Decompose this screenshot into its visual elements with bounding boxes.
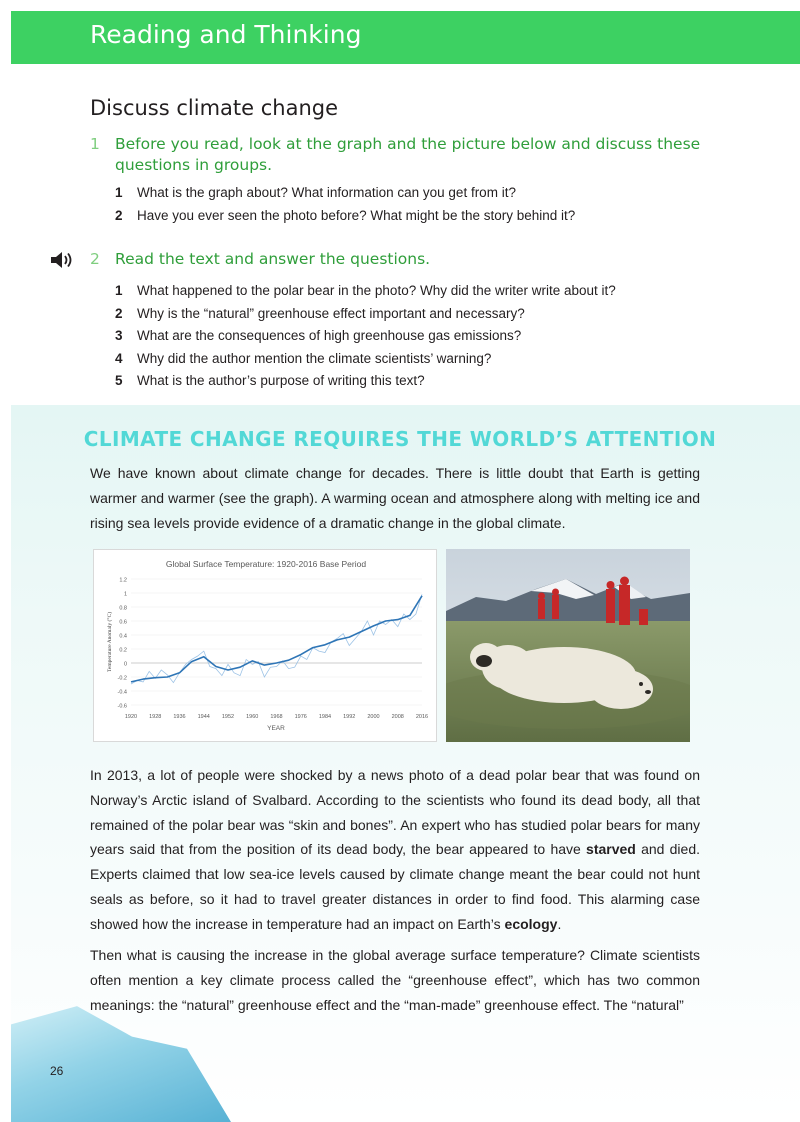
- x-tick-label: 1944: [197, 714, 210, 720]
- task-2-number: 2: [90, 250, 100, 268]
- question-text: Why did the author mention the climate scientists’ warning?: [137, 350, 492, 366]
- annual-series-line: [131, 594, 422, 684]
- task-2-instruction: Read the text and answer the questions.: [115, 250, 431, 268]
- x-tick-label: 1920: [124, 714, 138, 720]
- y-tick-label: -0.2: [117, 675, 127, 682]
- paragraph-2-part-a: In 2013, a lot of people were shocked by a news photo of a dead polar bear that was found on Norway’s Arctic island of Svalbard. According to the scientists who found its dead body, all that remained of the polar bear was “skin and bones”. An expert who has studied polar bears for many years said that from the position of its dead body, the bear appeared to have: [90, 767, 700, 858]
- x-tick-label: 2000: [367, 714, 380, 720]
- y-tick-label: 1: [123, 591, 127, 598]
- keyword-ecology: ecology: [504, 915, 558, 932]
- y-tick-label: 0.2: [119, 647, 127, 654]
- x-tick-label: 1984: [318, 714, 332, 720]
- section-title: Discuss climate change: [90, 96, 339, 120]
- polar-bear-photo: [446, 549, 690, 742]
- paragraph-2-part-c: .: [557, 915, 562, 932]
- question-text: What is the graph about? What information can you get from it?: [137, 185, 516, 200]
- x-tick-label: 1936: [173, 714, 186, 720]
- question-text: What happened to the polar bear in the photo? Why did the writer write about it?: [137, 283, 616, 298]
- question-number: 5: [115, 373, 123, 388]
- y-tick-label: -0.4: [117, 689, 127, 696]
- question-number: 2: [115, 207, 123, 223]
- y-tick-label: 0.8: [119, 605, 127, 612]
- chart-title: Global Surface Temperature: 1920-2016 Base Period: [165, 559, 367, 569]
- x-tick-label: 1952: [221, 714, 235, 720]
- y-tick-label: 1.2: [119, 577, 127, 584]
- question-number: 1: [115, 283, 123, 298]
- x-tick-label: 1928: [149, 714, 162, 720]
- question-number: 1: [115, 185, 123, 200]
- temperature-chart: [93, 549, 437, 742]
- keyword-starved: starved: [586, 841, 636, 858]
- y-tick-label: 0.4: [119, 633, 127, 640]
- y-tick-label: -0.6: [117, 703, 127, 710]
- header-bar: [11, 11, 800, 64]
- question-number: 4: [115, 350, 123, 366]
- task-1-instruction: Before you read, look at the graph and the picture below and discuss these questions in groups.: [115, 135, 701, 174]
- y-axis-label: Temperature Anomaly (°C): [107, 611, 113, 673]
- article-paragraph-2: [90, 763, 700, 937]
- x-tick-label: 1976: [294, 714, 307, 720]
- x-tick-label: 2008: [391, 714, 404, 720]
- question-number: 3: [115, 328, 123, 343]
- article-paragraph-1: We have known about climate change for decades. There is little doubt that Earth is getting warmer and warmer (see the graph). A warming ocean and atmosphere along with melting ice and rising sea levels provide evidence of a dramatic change in the global climate.: [90, 465, 700, 531]
- x-tick-label: 1968: [270, 714, 283, 720]
- x-axis-label: YEAR: [267, 725, 285, 732]
- question-text: What are the consequences of high greenhouse gas emissions?: [137, 328, 522, 343]
- smoothed-series-line: [131, 596, 422, 682]
- question-number: 2: [115, 305, 123, 321]
- header-title: Reading and Thinking: [90, 20, 362, 49]
- article-paragraph-3: Then what is causing the increase in the global average surface temperature? Climate scientists often mention a key climate process called the “greenhouse effect”, which has two common meanings: the “natural” greenhouse effect and the “man-made” greenhouse effect. The “natural”: [90, 947, 700, 1013]
- page-number: 26: [50, 1064, 64, 1078]
- paragraph-2-part-b: and died. Experts claimed that low sea-ice levels caused by climate change meant the bear could not hunt seals as before, so it had to travel greater distances in order to find food. This alarming case showed how the increase in temperature had an impact on Earth’s: [90, 841, 701, 932]
- question-text: What is the author’s purpose of writing this text?: [137, 373, 425, 388]
- x-tick-label: 2016: [415, 714, 429, 720]
- y-tick-label: 0.6: [119, 619, 127, 626]
- question-text: Why is the “natural” greenhouse effect important and necessary?: [137, 305, 525, 321]
- chart-svg: [94, 550, 438, 743]
- x-tick-label: 1960: [246, 714, 259, 720]
- audio-speaker-icon[interactable]: [50, 251, 74, 269]
- y-tick-label: 0: [123, 661, 127, 668]
- question-text: Have you ever seen the photo before? What might be the story behind it?: [137, 207, 576, 223]
- article-title: CLIMATE CHANGE REQUIRES THE WORLD’S ATTENTION: [83, 427, 717, 451]
- x-tick-label: 1992: [343, 714, 356, 720]
- task-1-number: 1: [90, 135, 100, 153]
